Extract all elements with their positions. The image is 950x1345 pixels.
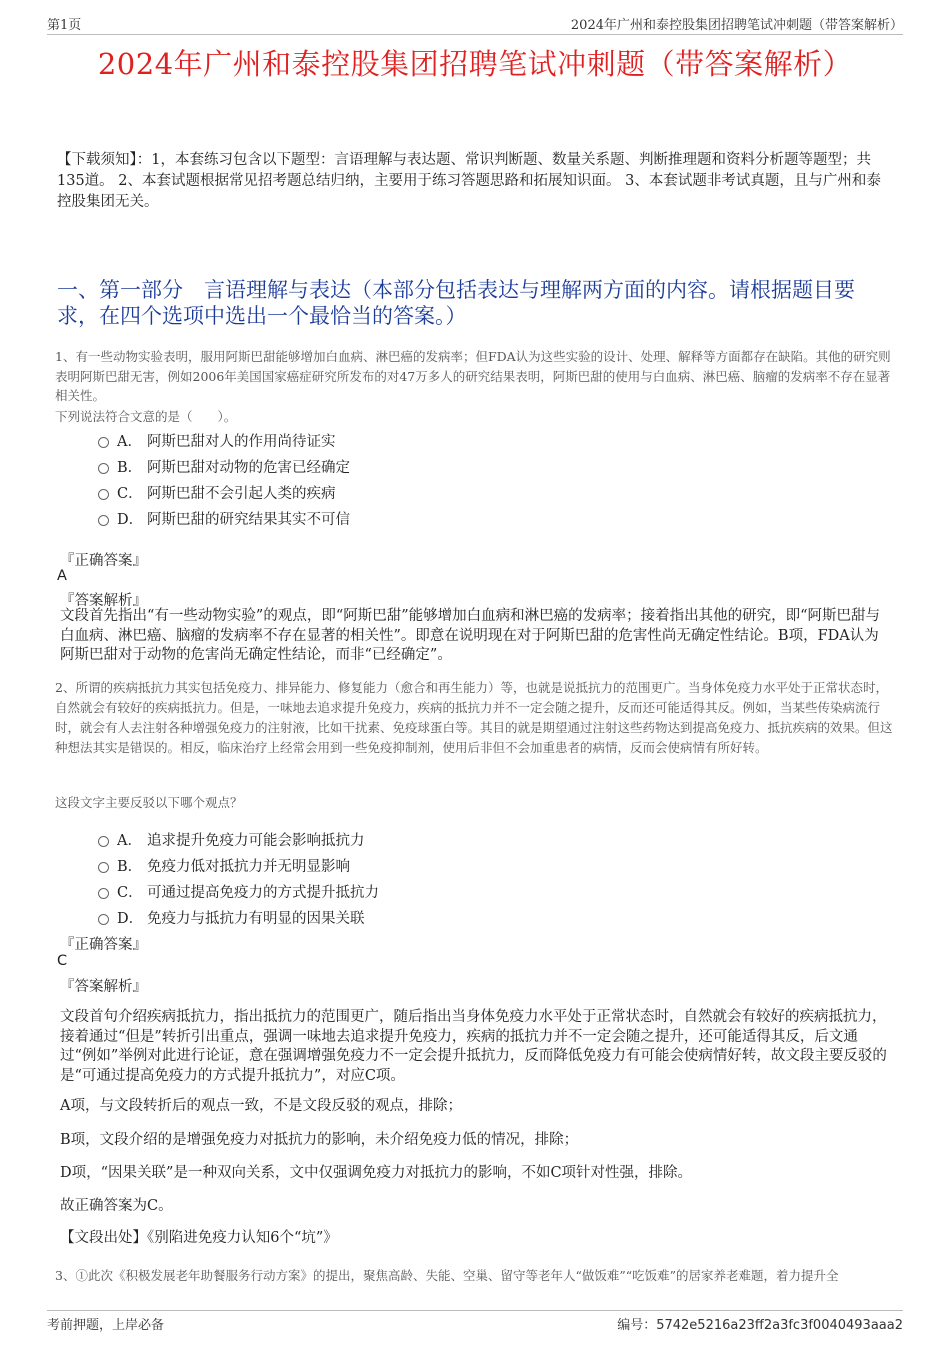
q2-note-d: D项，“因果关联”是一种双向关系，文中仅强调免疫力对抵抗力的影响，不如C项针对性强，排除。 (60, 1165, 693, 1181)
running-header: 2024年广州和泰控股集团招聘笔试冲刺题（带答案解析） (570, 18, 903, 33)
question-2-text: 2、所谓的疾病抵抗力其实包括免疫力、排异能力、修复能力（愈合和再生能力）等，也就是说抵抗力的范围更广。当身体免疫力水平处于正常状态时，自然就会有较好的疾病抵抗力。但是，一味地去追求提升免疫力，疾病的抵抗力并不一定会随之提升，反而还可能适得其反。例如，当某些传染病流行时，就会有人去注射各种增强免疫力的注射液，比如干扰素、免疫球蛋白等。其目的就是期望通过注射这些药物达到提高免疫力、抵抗疾病的效果。但这种想法其实是错误的。相反，临床治疗上经常会用到一些免疫抑制剂，使用后非但不会加重患者的病情，反而会使病情有所好转。 (55, 680, 893, 755)
q2-option-d[interactable]: D． 免疫力与抵抗力有明显的因果关联 (98, 907, 365, 928)
download-notice: 【下载须知】：1，本套练习包含以下题型：言语理解与表达题、常识判断题、数量关系题、判断推理题和资料分析题等题型；共135道。 2、本套试题根据常见招考题总结归纳，主要用于练习答题思路和拓展知识面。 3、本套试题非考试真题，且与广州和泰控股集团无关。 (57, 152, 881, 210)
q2-note-a: A项，与文段转折后的观点一致，不是文段反驳的观点，排除； (60, 1098, 462, 1114)
question-2-prompt: 这段文字主要反驳以下哪个观点？ (55, 795, 243, 810)
q2-analysis-label: 『答案解析』 (60, 979, 147, 995)
radio-icon[interactable] (98, 515, 109, 526)
q1-answer-label: 『正确答案』 (60, 553, 147, 569)
document-code: 编号：5742e5216a23ff2a3fc3f0040493aaa2 (617, 1318, 903, 1333)
page-title: 2024年广州和泰控股集团招聘笔试冲刺题（带答案解析） (97, 47, 853, 81)
radio-icon[interactable] (98, 914, 109, 925)
q2-answer-label: 『正确答案』 (60, 937, 147, 953)
q1-answer: A (57, 568, 67, 584)
q1-option-c[interactable]: C． 阿斯巴甜不会引起人类的疾病 (98, 482, 336, 503)
footer-slogan: 考前押题，上岸必备 (47, 1318, 165, 1333)
q1-option-b[interactable]: B． 阿斯巴甜对动物的危害已经确定 (98, 456, 350, 477)
q2-option-a[interactable]: A． 追求提升免疫力可能会影响抵抗力 (98, 829, 365, 850)
radio-icon[interactable] (98, 489, 109, 500)
radio-icon[interactable] (98, 463, 109, 474)
header-divider (47, 34, 903, 35)
question-3-text: 3、①此次《积极发展老年助餐服务行动方案》的提出，聚焦高龄、失能、空巢、留守等老年人“做饭难”“吃饭难”的居家养老难题，着力提升全 (55, 1268, 839, 1283)
radio-icon[interactable] (98, 437, 109, 448)
q1-analysis: 文段首先指出“有一些动物实验”的观点，即“阿斯巴甜”能够增加白血病和淋巴癌的发病率；接着指出其他的研究，即“阿斯巴甜与白血病、淋巴癌、脑瘤的发病率不存在显著的相关性”。即意在说明现在对于阿斯巴甜的危害性尚无确定性结论。B项，FDA认为阿斯巴甜对于动物的危害尚无确定性结论，而非“已经确定”。 (60, 608, 881, 663)
question-1-prompt: 下列说法符合文意的是（ ）。 (55, 409, 237, 424)
q2-option-c[interactable]: C． 可通过提高免疫力的方式提升抵抗力 (98, 881, 379, 902)
question-1-text: 1、有一些动物实验表明，服用阿斯巴甜能够增加白血病、淋巴癌的发病率；但FDA认为这些实验的设计、处理、解释等方面都存在缺陷。其他的研究则表明阿斯巴甜无害，例如2006年美国国家癌症研究所发布的对47万多人的研究结果表明，阿斯巴甜的使用与白血病、淋巴癌、脑瘤的发病率不存在显著相关性。 (55, 349, 891, 403)
q1-analysis-label: 『答案解析』 (60, 593, 147, 609)
q1-option-d[interactable]: D． 阿斯巴甜的研究结果其实不可信 (98, 508, 350, 529)
footer-divider (47, 1310, 903, 1311)
q1-option-a[interactable]: A． 阿斯巴甜对人的作用尚待证实 (98, 430, 336, 451)
radio-icon[interactable] (98, 888, 109, 899)
radio-icon[interactable] (98, 836, 109, 847)
q2-source: 【文段出处】《别陷进免疫力认知6个“坑”》 (60, 1230, 338, 1246)
q2-answer: C (57, 953, 68, 969)
q2-note-b: B项，文段介绍的是增强免疫力对抵抗力的影响，未介绍免疫力低的情况，排除； (60, 1132, 579, 1148)
q2-option-b[interactable]: B． 免疫力低对抵抗力并无明显影响 (98, 855, 350, 876)
q2-conclusion: 故正确答案为C。 (60, 1198, 173, 1214)
section-title: 一、第一部分 言语理解与表达（本部分包括表达与理解两方面的内容。请根据题目要求，在四个选项中选出一个最恰当的答案。） (57, 278, 855, 328)
q2-analysis: 文段首句介绍疾病抵抗力，指出抵抗力的范围更广，随后指出当身体免疫力水平处于正常状态时，自然就会有较好的疾病抵抗力，接着通过“但是”转折引出重点，强调一味地去追求提升免疫力，疾病的抵抗力并不一定会随之提升，还可能适得其反，后文通过“例如”举例对此进行论证，意在强调增强免疫力不一定会提升抵抗力，反而降低免疫力有可能会使病情好转，故文段主要反驳的是“可通过提高免疫力的方式提升抵抗力”，对应C项。 (60, 1009, 887, 1084)
radio-icon[interactable] (98, 862, 109, 873)
page-number: 第1页 (47, 18, 82, 33)
